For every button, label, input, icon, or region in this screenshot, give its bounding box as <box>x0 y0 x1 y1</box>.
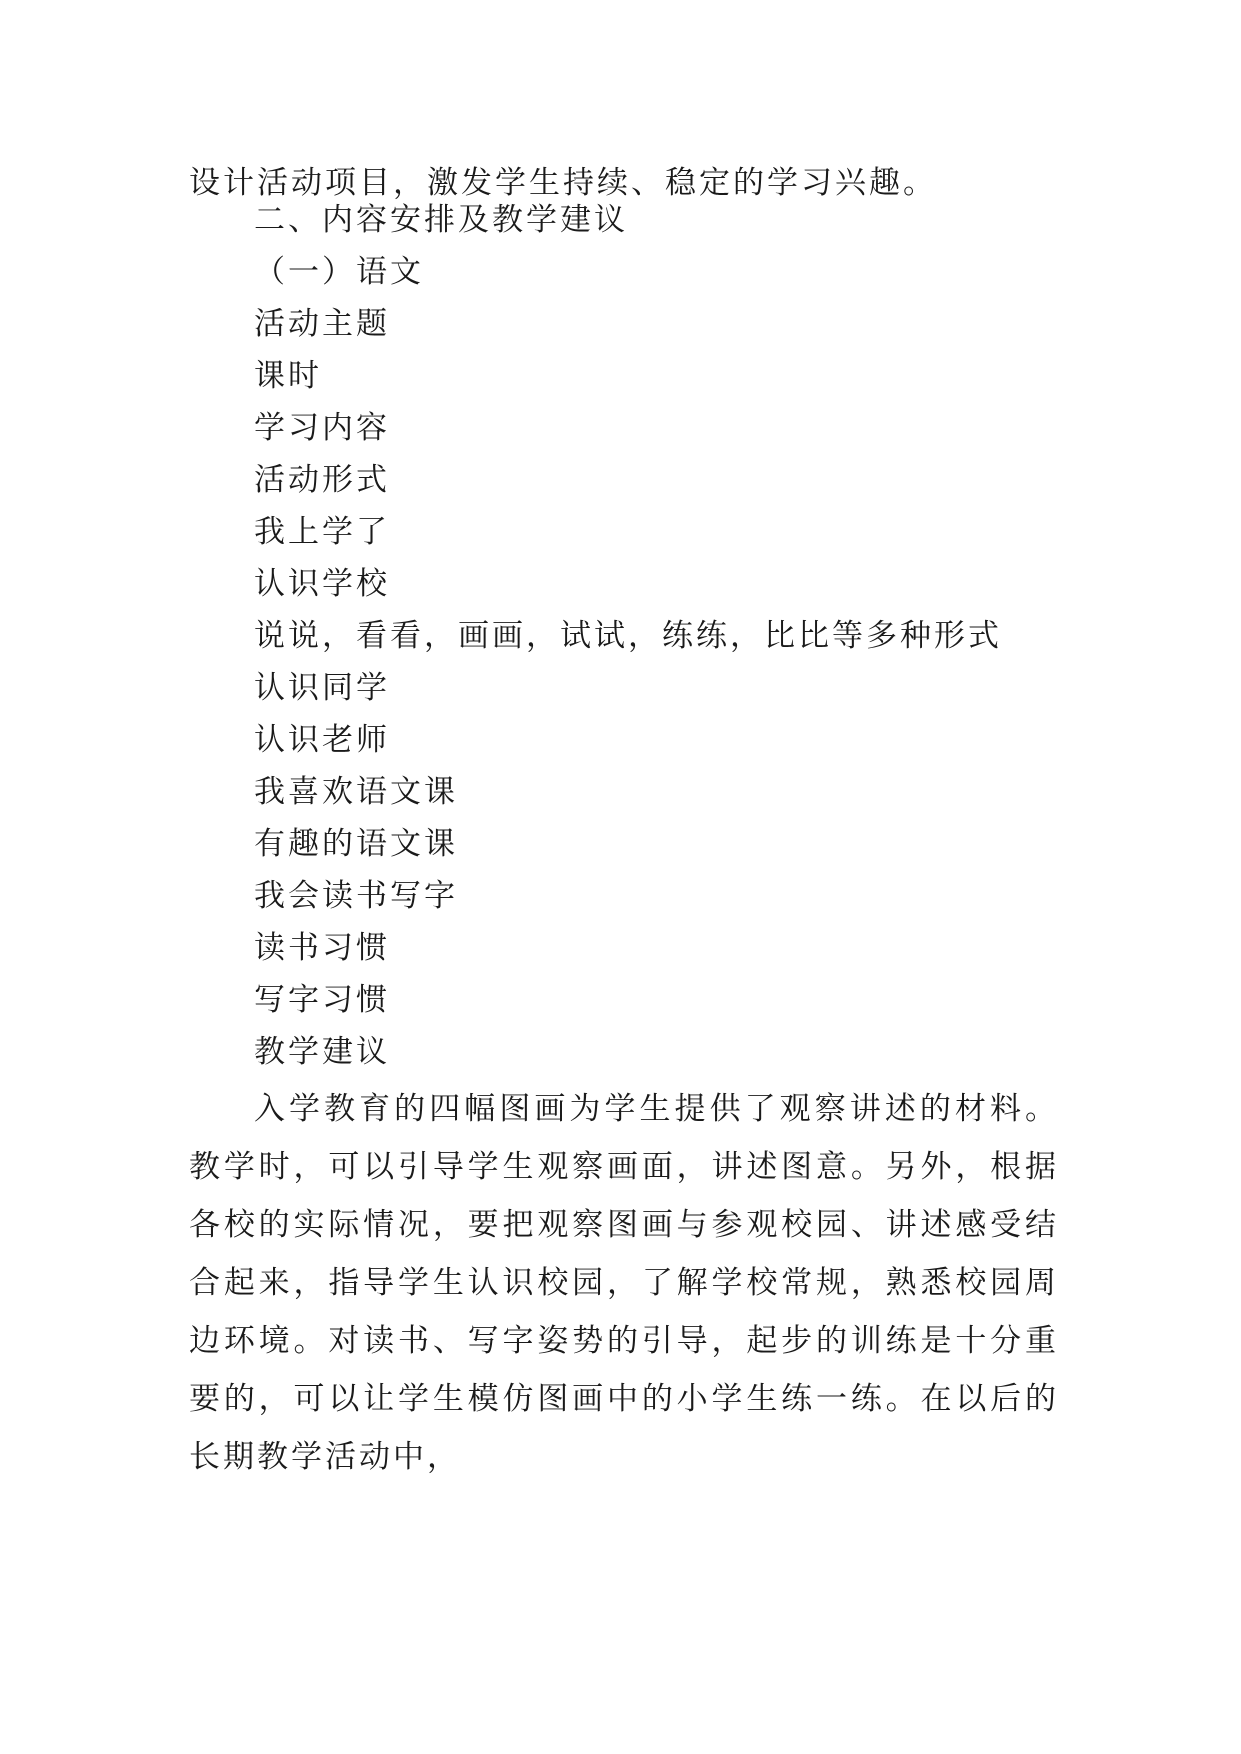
text-line: 我会读书写字 <box>254 878 458 914</box>
text-line: 认识同学 <box>254 670 390 706</box>
text-line: 写字习惯 <box>254 982 390 1018</box>
text-line: 活动形式 <box>254 462 390 498</box>
text-line: 有趣的语文课 <box>254 826 458 862</box>
text-line: 认识学校 <box>254 566 390 602</box>
text-line: 学习内容 <box>254 410 390 446</box>
text-line: 认识老师 <box>254 722 390 758</box>
text-line: 课时 <box>254 358 322 394</box>
section-heading: 二、内容安排及教学建议 <box>254 202 628 238</box>
body-paragraph: 入学教育的四幅图画为学生提供了观察讲述的材料。教学时，可以引导学生观察画面，讲述图意。另外，根据各校的实际情况，要把观察图画与参观校园、讲述感受结合起来，指导学生认识校园，了解学校常规，熟悉校园周边环境。对读书、写字姿势的引导，起步的训练是十分重要的，可以让学生模仿图画中的小学生练一练。在以后的长期教学活动中， <box>189 1091 1059 1475</box>
text-line: 活动主题 <box>254 306 390 342</box>
text-line: 我上学了 <box>254 514 390 550</box>
text-line: 说说，看看，画画，试试，练练，比比等多种形式 <box>254 618 1002 654</box>
text-line: 读书习惯 <box>254 930 390 966</box>
text-line: 教学建议 <box>254 1034 390 1070</box>
text-line: 我喜欢语文课 <box>254 774 458 810</box>
subsection-heading: （一）语文 <box>254 254 424 290</box>
continuation-line: 设计活动项目，激发学生持续、稳定的学习兴趣。 <box>189 165 937 201</box>
